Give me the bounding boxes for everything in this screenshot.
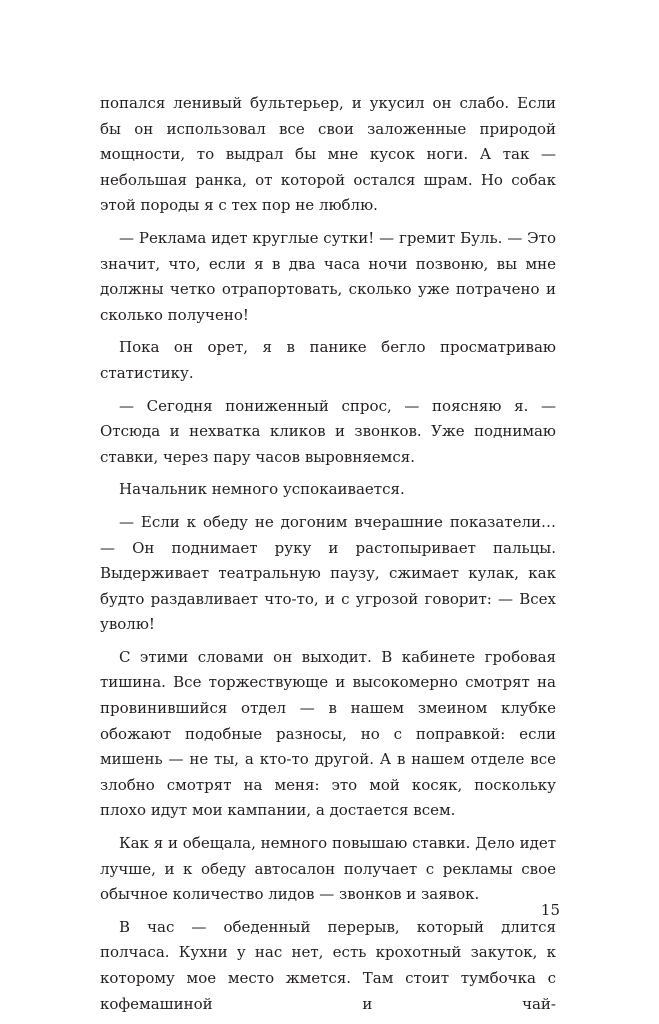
paragraph: Как я и обещала, немного повышаю ставки. Дело идет лучше, и к обеду автосалон получает с рекламы свое обычное количество лидов — звонков и заявок. xyxy=(100,834,556,904)
paragraph: — Реклама идет круглые сутки! — гремит Буль. — Это значит, что, если я в два часа ночи позвоню, вы мне должны четко отрапортовать, сколько уже потрачено и сколько получено! xyxy=(100,228,556,324)
page-number: 15 xyxy=(540,901,560,919)
paragraph: Пока он орет, я в панике бегло просматриваю статистику. xyxy=(100,338,556,382)
paragraph: В час — обеденный перерыв, который длится полчаса. Кухни у нас нет, есть крохотный закуток, к которому мое место жмется. Там стоит тумбочка с кофемашиной и чай- xyxy=(100,917,556,1013)
paragraph: — Если к обеду не догоним вчерашние показатели… — Он поднимает руку и растопыривает пальцы. Выдерживает театральную паузу, сжимает кулак, как будто раздавливает что-то, и с угрозой говорит: — Всех уволю! xyxy=(100,512,556,634)
paragraph: — Сегодня пониженный спрос, — поясняю я. — Отсюда и нехватка кликов и звонков. Уже поднимаю ставки, через пару часов выровняемся. xyxy=(100,396,556,466)
paragraph: попался ленивый бультерьер, и укусил он слабо. Если бы он использовал все свои заложенные природой мощности, то выдрал бы мне кусок ноги. А так — небольшая ранка, от которой остался шрам. Но собак этой породы я с тех пор не люблю. xyxy=(100,94,556,215)
body-text xyxy=(100,91,556,1024)
paragraph: Начальник немного успокаивается. xyxy=(119,480,405,499)
paragraph: С этими словами он выходит. В кабинете гробовая тишина. Все торжествующе и высокомерно смотрят на провинившийся отдел — в нашем змеином клубке обожают подобные разносы, но с поправкой: если мишень — не ты, а кто-то другой. А в нашем отделе все злобно смотрят на меня: это мой косяк, поскольку плохо идут мои кампании, а достается всем. xyxy=(100,647,556,820)
